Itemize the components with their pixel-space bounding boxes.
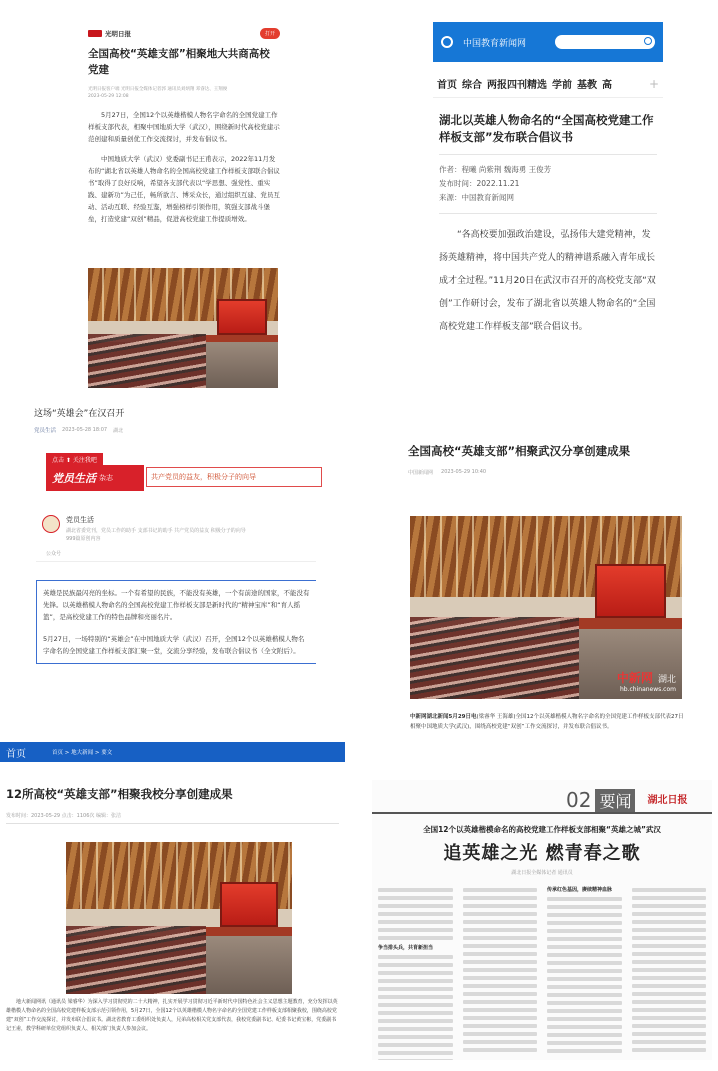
search-icon[interactable] — [644, 37, 652, 45]
nav-item-general[interactable]: 综合 — [462, 80, 482, 91]
article-paragraph: 5月27日，一场特别的“英雄会”在中国地质大学（武汉）召开，全国12个以英雄楷模人物名字命名的全国党建工作样板支部汇聚一堂，交流分享经验，发布联合倡议书（全文附后）。 — [43, 635, 305, 655]
article-title: 12所高校“英雄支部”相聚我校分享创建成果 — [6, 787, 233, 801]
article-paragraph: 英雄是民族最闪亮的坐标。一个有希望的民族，不能没有英雄，一个有前途的国家，不能没有先锋。以英雄楷模人物命名的全国高校党建工作样板支部是新时代的“精神宝库”和“育人摇篮”，是高校党建工作的特色品牌和亮丽名片。 — [43, 589, 310, 621]
article-meta: 光明日报客户端 光明日报全媒体记者郭 通讯员刘炳翔 邓睿达、王翔俊 — [88, 87, 228, 92]
article-location: 湖北 — [113, 427, 124, 434]
subheading: 传承红色基因，赓续精神血脉 — [547, 887, 613, 893]
news-byline: 湖北日报全媒体记者 通讯员 — [511, 870, 573, 876]
caption-text: (梁睿华 王海雄)全国12个以英雄楷模人物名字命名的全国党建工作样板支部代表27日相聚中国地质大学(武汉)，围绕高校党建“双创”工作交流探讨，并发布联合倡议书。 — [410, 714, 684, 730]
home-label[interactable]: 首页 — [6, 748, 26, 760]
section-label: 要闻 — [595, 789, 635, 812]
article-meta: 发布时间：2023-05-29 点击：1106次 编辑：张洁 — [6, 813, 121, 819]
header-bar — [84, 22, 284, 44]
brand-box — [46, 465, 144, 491]
news-headline: 追英雄之光 燃青春之歌 — [443, 843, 641, 864]
article-author: 作者：程曦 尚紫荆 魏海勇 王俊芳 — [439, 165, 552, 174]
watermark — [617, 667, 676, 693]
article-title: 湖北以英雄人物命名的“全国高校党建工作样板支部”发布联合倡议书 — [439, 113, 654, 144]
caption-lead: 中新网湖北新闻5月29日电 — [410, 714, 477, 720]
article-title: 全国高校“英雄支部”相聚地大共商高校党建 — [88, 48, 270, 76]
newspaper-header — [372, 780, 712, 814]
conference-photo — [88, 268, 278, 388]
nav-item-higher-edu[interactable]: 高 — [602, 80, 612, 91]
nav-item-basic-edu[interactable]: 基教 — [577, 80, 597, 91]
watermark-url: hb.chinanews.com — [619, 686, 676, 693]
watermark-region: 湖北 — [657, 675, 676, 685]
conference-photo — [410, 516, 682, 699]
nav-bar — [433, 70, 663, 98]
panel-cug-article — [0, 742, 345, 1042]
article-date: 2023-05-29 12:08 — [88, 94, 129, 99]
avatar — [42, 515, 60, 533]
article-date: 2023-05-29 10:40 — [441, 469, 487, 475]
article-source: 中国新闻网 — [408, 470, 434, 476]
paper-name: 湖北日报 — [647, 795, 688, 806]
article-body: 地大新闻网讯（通讯员 梁睿华）为深入学习贯彻党的二十大精神，扎实开展学习贯彻习近平新时代中国特色社会主义思想主题教育，充分发挥以英雄楷模人物命名的全国高校党建样板支部示范引领作用，5月27日，全国12个以英雄楷模人物名字命名的全国党建工作样板支部相聚我校，围绕高校党建“双创”工作交流探讨，并发布联合倡议书。湖北省教育工委组织处负责人，兄弟高校相关党支部代表，我校党委副书记、纪委书记黄宝彬，党委副书记王甫，教学科研单位党组织负责人、相关部门负责人参加会议。 — [6, 999, 338, 1032]
panel-dangyuan-article — [30, 405, 322, 705]
content-box — [36, 580, 316, 664]
panel-guangming-article — [84, 22, 284, 392]
banner — [34, 453, 318, 503]
subheading: 争当排头兵，共育新担当 — [378, 945, 434, 951]
search-input[interactable] — [555, 35, 655, 49]
follow-button[interactable]: 点击 ⬆ 关注我吧 — [46, 453, 103, 466]
add-channel-button[interactable]: + — [648, 76, 659, 91]
app-logo: 光明日报 — [105, 29, 131, 38]
nav-item-preschool[interactable]: 学前 — [552, 80, 572, 91]
article-source: 来源：中国教育新闻网 — [439, 193, 514, 202]
article-paragraph: 5月27日，全国12个以英雄楷模人物名字命名的全国党建工作样板支部代表，相聚中国地质大学（武汉），围绕新时代高校党建示范创建和质量创优工作交流探讨，并发布倡议书。 — [88, 111, 280, 143]
breadcrumb[interactable]: 首页 > 地大新闻 > 要文 — [52, 750, 113, 756]
page-number: 02 — [566, 788, 592, 812]
news-deck: 全国12个以英雄楷模命名的高校党建工作样板支部相聚“英雄之城”武汉 — [423, 825, 661, 834]
newspaper-logo-icon — [88, 30, 102, 37]
site-logo: 中国教育新闻网 — [463, 38, 527, 49]
article-title: 全国高校“英雄支部”相聚武汉分享创建成果 — [408, 444, 631, 458]
brand-suffix: 杂志 — [99, 474, 113, 482]
photo-caption — [410, 712, 686, 732]
account-desc: 湖北省委党刊，党员工作的助手 支部书记的助手 共产党员的益友 积极分子的向导 — [66, 528, 246, 534]
conference-photo — [66, 842, 292, 994]
article-title: 这场“英雄会”在汉召开 — [34, 409, 125, 419]
panel-hubei-daily — [372, 780, 712, 1060]
article-pubtime: 发布时间：2022.11.21 — [439, 179, 520, 188]
open-app-button[interactable]: 打开 — [260, 28, 280, 39]
account-name: 党员生活 — [66, 516, 94, 524]
globe-logo-icon — [441, 36, 453, 48]
account-tag: 公众号 — [36, 546, 316, 562]
site-header — [433, 22, 663, 62]
nav-item-selection[interactable]: 两报四刊精选 — [487, 80, 547, 91]
account-meta: 999篇原创内容 — [66, 536, 101, 542]
panel-jyb-article — [433, 22, 663, 377]
article-date: 2023-05-28 18:07 — [62, 427, 108, 433]
brand-name: 党员生活 — [52, 472, 96, 485]
account-card[interactable] — [38, 511, 314, 546]
newspaper-columns — [372, 876, 712, 1060]
article-body: “各高校要加强政治建设，弘扬伟大建党精神，发扬英雄精神，将中国共产党人的精神谱系融入青年成长成才全过程。”11月20日在武汉市召开的高校党支部“双创”工作研讨会，发布了湖北省以英雄人物命名的“全国高校党建工作样板支部”联合倡议书。 — [439, 230, 656, 332]
breadcrumb-bar — [0, 742, 345, 762]
nav-item-home[interactable]: 首页 — [437, 80, 457, 91]
watermark-logo: 中新网 — [616, 671, 653, 685]
account-link[interactable]: 党员生活 — [34, 428, 57, 434]
slogan: 共产党员的益友，积极分子的向导 — [146, 467, 322, 487]
article-paragraph: 中国地质大学（武汉）党委副书记王甫表示，2022年11月发布的“湖北省以英雄人物命名的全国高校党建工作样板支部联合倡议书”取得了良好反响，希望各支部代表以“学思想、强党性、重实践、建新功”为己任，畅所欲言、博采众长，通过组织互建、党员互动、活动互联、经验互鉴，增强榜样引领作用，筑强支部战斗堡垒，打造党建“双创”精品，促进高校党建工作提质增效。 — [88, 155, 280, 223]
panel-chinanews-article — [404, 440, 690, 750]
